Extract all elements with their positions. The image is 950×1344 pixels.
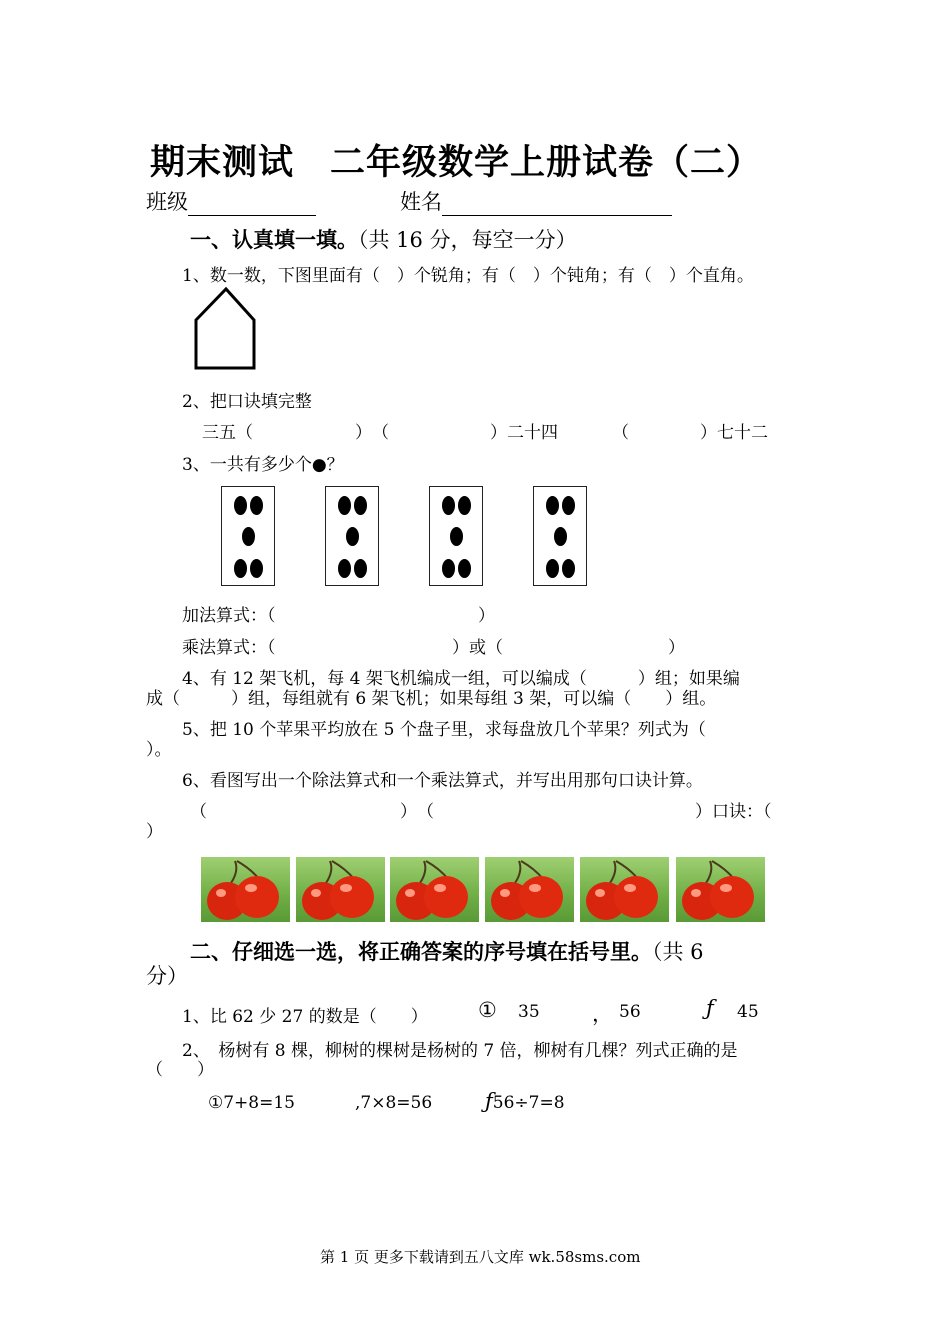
s2-q2-option1[interactable]: ①7+8=15 <box>208 1093 295 1113</box>
addition-close: ） <box>478 606 495 626</box>
dot-card <box>533 486 587 586</box>
section2-note-a: （共 6 <box>652 940 704 964</box>
class-blank[interactable] <box>188 193 316 216</box>
question-4-line1: 4、有 12 架飞机，每 4 架飞机编成一组，可以编成（ ）组；如果编 <box>182 669 740 689</box>
s2-q1-option3: 45 <box>737 1002 759 1022</box>
q2-b: ） （ <box>355 423 389 443</box>
house-shape-figure <box>192 286 258 372</box>
name-label: 姓名 <box>400 190 442 214</box>
q2-a: 三五（ <box>202 423 253 443</box>
s2-q2-option3-mark: ƒ <box>485 1089 493 1113</box>
q2-d: （ <box>612 423 629 443</box>
question-5-line1: 5、把 10 个苹果平均放在 5 个盘子里，求每盘放几个苹果？列式为（ <box>182 720 706 740</box>
cherry-picture <box>676 857 765 922</box>
s2-q1-option3-mark[interactable]: ƒ <box>706 996 714 1020</box>
s2-question-2-line2: （ ） <box>146 1060 214 1080</box>
section2-title: 二、仔细选一选，将正确答案的序号填在括号里。 <box>190 940 652 964</box>
dot-card <box>429 486 483 586</box>
cherry-picture <box>390 857 479 922</box>
class-label: 班级 <box>146 190 188 214</box>
s2-question-1: 1、比 62 少 27 的数是（ ） <box>182 1007 428 1027</box>
question-3: 3、一共有多少个●？ <box>182 455 344 475</box>
section1-title: 一、认真填一填。 <box>190 228 358 252</box>
question-4-line2: 成（ ）组，每组就有 6 架飞机；如果每组 3 架，可以编（ ）组。 <box>146 689 717 709</box>
page-title: 期末测试 二年级数学上册试卷（二） <box>150 143 763 183</box>
q6-c: ）口诀：（ <box>695 802 772 822</box>
s2-q1-option2-mark[interactable]: ， <box>592 1002 613 1026</box>
dot-card <box>221 486 275 586</box>
multiplication-close: ） <box>668 638 685 658</box>
cherry-picture <box>201 857 290 922</box>
section2-note-b: 分） <box>146 964 188 988</box>
s2-q1-option2: 56 <box>619 1002 641 1022</box>
question-6: 6、看图写出一个除法算式和一个乘法算式，并写出用那句口诀计算。 <box>182 771 703 791</box>
s2-question-2-line1: 2、 杨树有 8 棵，柳树的棵树是杨树的 7 倍，柳树有几棵？列式正确的是 <box>182 1041 738 1061</box>
page-footer: 第 1 页 更多下载请到五八文库 wk.58sms.com <box>320 1248 641 1266</box>
s2-q2-option3-text: 56÷7=8 <box>492 1093 565 1113</box>
q6-a: （ <box>190 802 207 822</box>
section1-heading <box>190 224 577 254</box>
q2-c: ）二十四 <box>490 423 558 443</box>
name-blank[interactable] <box>442 193 672 216</box>
class-field <box>146 186 316 216</box>
s2-q2-option3[interactable] <box>485 1089 565 1113</box>
question-5-line2: ）。 <box>146 740 172 760</box>
section2-heading <box>190 936 704 966</box>
cherry-picture <box>296 857 385 922</box>
q2-e: ）七十二 <box>700 423 768 443</box>
multiplication-label: 乘法算式：（ <box>182 638 276 658</box>
cherry-picture <box>580 857 669 922</box>
q6-d: ） <box>146 822 163 842</box>
addition-label: 加法算式：（ <box>182 606 276 626</box>
q6-b: ） （ <box>400 802 434 822</box>
s2-q2-option2[interactable]: ,7×8=56 <box>355 1093 433 1113</box>
cherry-picture <box>485 857 574 922</box>
dot-card <box>325 486 379 586</box>
name-field <box>400 186 672 216</box>
s2-q1-option1: 35 <box>518 1002 540 1022</box>
s2-q1-option1-mark[interactable]: ① <box>478 998 497 1022</box>
question-2: 2、把口诀填完整 <box>182 392 312 412</box>
section1-note: （共 16 分，每空一分） <box>358 228 577 252</box>
multiplication-or: ）或（ <box>452 638 503 658</box>
question-1: 1、数一数，下图里面有（ ）个锐角；有（ ）个钝角；有（ ）个直角。 <box>182 266 754 286</box>
